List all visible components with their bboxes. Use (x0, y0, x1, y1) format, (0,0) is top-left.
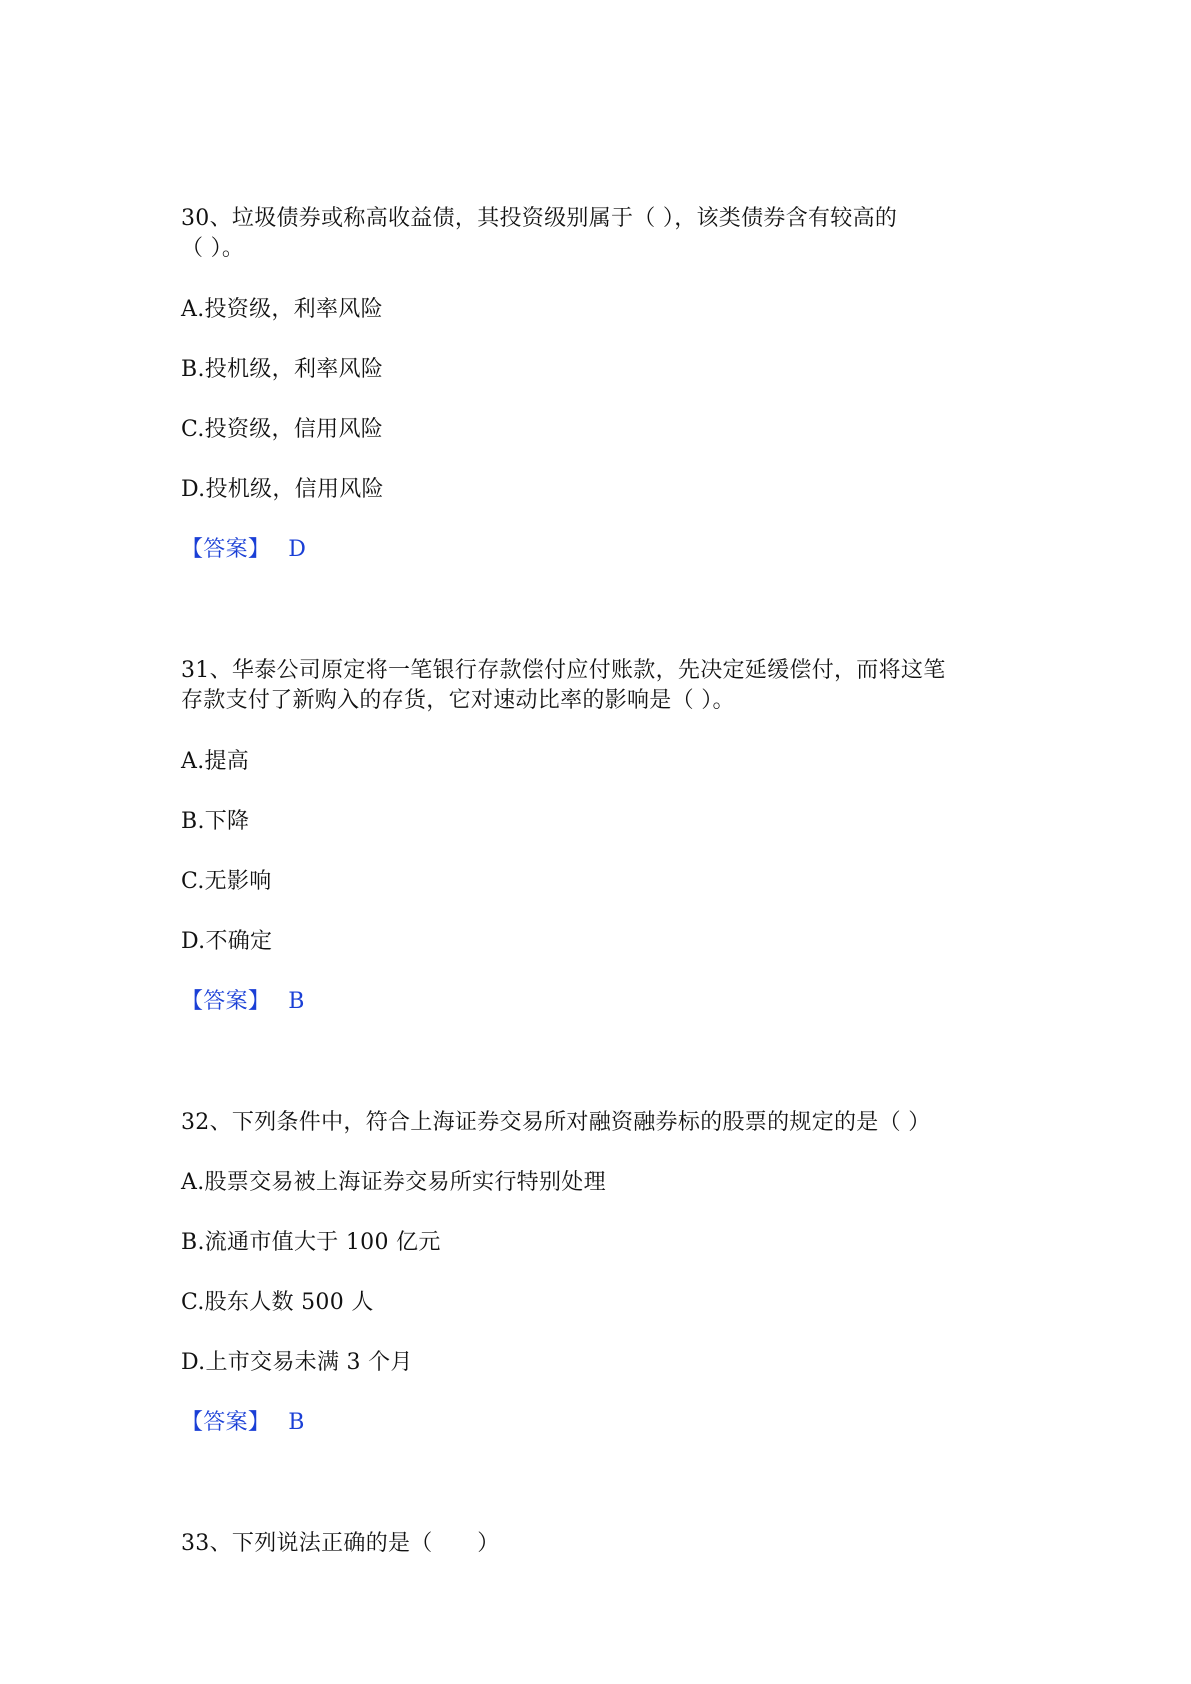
answer-label: 【答案】 (181, 1410, 271, 1435)
question-stem-line: 存款支付了新购入的存货，它对速动比率的影响是（ ）。 (181, 688, 735, 713)
answer-line (181, 1408, 305, 1438)
answer-value: B (288, 1410, 305, 1435)
option-d: D.不确定 (181, 929, 273, 954)
option-b: B.下降 (181, 809, 250, 834)
option-c: C.投资级，信用风险 (181, 417, 384, 442)
option-b: B.投机级，利率风险 (181, 357, 384, 382)
question-stem-line: 30、垃圾债券或称高收益债，其投资级别属于（ ），该类债券含有较高的 (181, 206, 898, 231)
option-c: C.股东人数 500 人 (181, 1290, 374, 1315)
answer-value: D (288, 537, 307, 562)
answer-value: B (288, 989, 305, 1014)
answer-label: 【答案】 (181, 989, 271, 1014)
answer-line (181, 987, 305, 1017)
option-c: C.无影响 (181, 869, 272, 894)
option-a: A.提高 (181, 749, 250, 774)
option-b: B.流通市值大于 100 亿元 (181, 1230, 441, 1255)
answer-label: 【答案】 (181, 537, 271, 562)
option-d: D.上市交易未满 3 个月 (181, 1350, 413, 1375)
question-stem-line: 31、华泰公司原定将一笔银行存款偿付应付账款，先决定延缓偿付，而将这笔 (181, 658, 946, 683)
question-stem-line: （ ）。 (181, 236, 245, 261)
option-a: A.投资级，利率风险 (181, 297, 383, 322)
answer-line (181, 535, 306, 565)
question-stem-line: 32、下列条件中，符合上海证券交易所对融资融券标的股票的规定的是（ ） (181, 1110, 931, 1135)
question-stem-line: 33、下列说法正确的是（ ） (181, 1531, 500, 1556)
option-d: D.投机级，信用风险 (181, 477, 384, 502)
option-a: A.股票交易被上海证券交易所实行特别处理 (181, 1170, 606, 1195)
